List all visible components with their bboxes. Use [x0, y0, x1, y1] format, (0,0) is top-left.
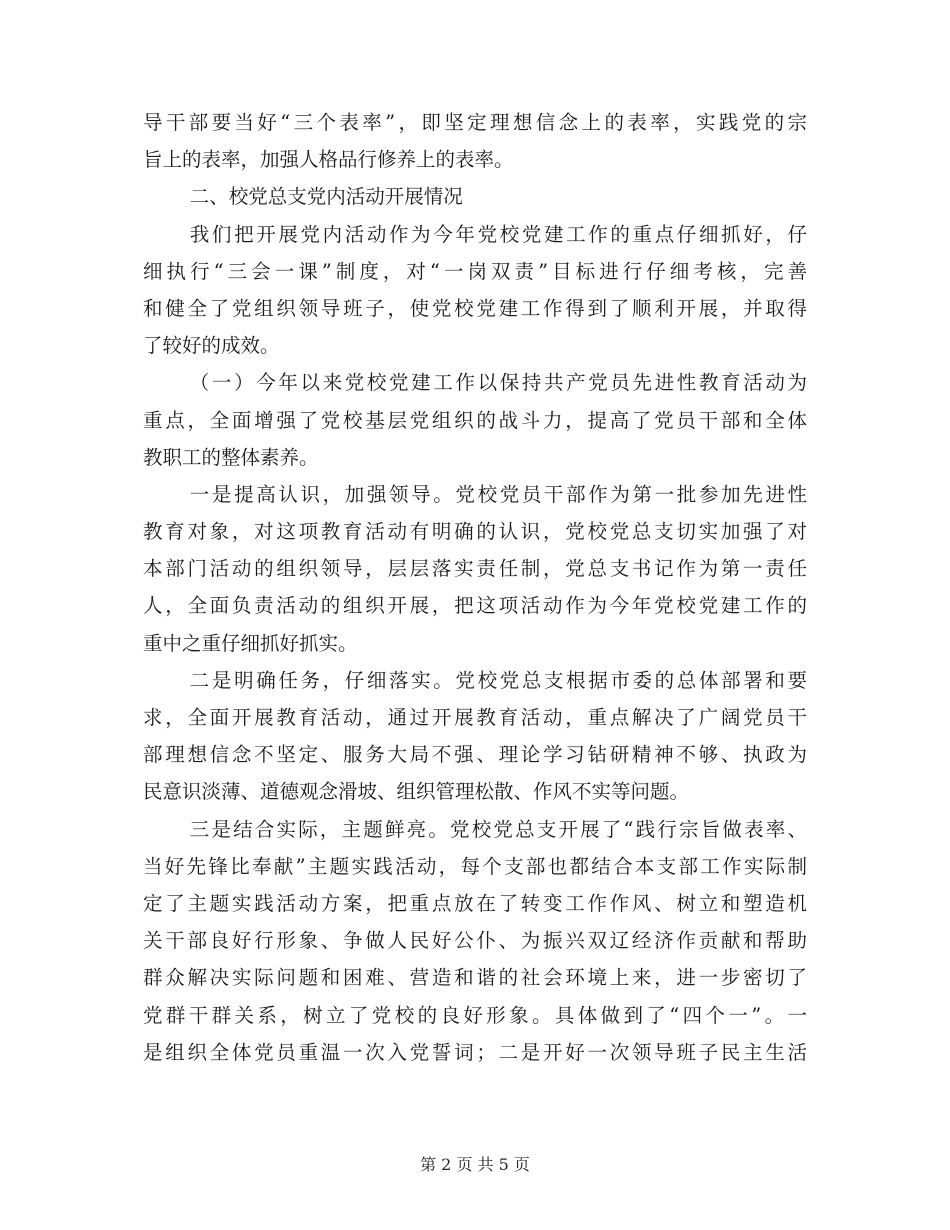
document-body: [143, 104, 807, 1071]
text-line: 定了主题实践活动方案，把重点放在了转变工作作风、树立和塑造机: [143, 891, 807, 915]
text-line: 和健全了党组织领导班子，使党校党建工作得到了顺利开展，并取得: [143, 296, 807, 320]
text-line: 二、校党总支党内活动开展情况: [189, 185, 463, 209]
text-line: 我们把开展党内活动作为今年党校党建工作的重点仔细抓好，仔: [189, 222, 807, 246]
text-line: 民意识淡薄、道德观念滑坡、组织管理松散、作风不实等问题。: [143, 780, 690, 804]
text-line: 一是提高认识，加强领导。党校党员干部作为第一批参加先进性: [189, 482, 807, 506]
text-line: 求，全面开展教育活动，通过开展教育活动，重点解决了广阔党员干: [143, 706, 807, 729]
text-line: 是组织全体党员重温一次入党誓词；二是开好一次领导班子民主生活: [143, 1040, 807, 1064]
text-line: 当好先锋比奉献”主题实践活动，每个支部也都结合本支部工作实际制: [143, 854, 807, 878]
text-line: 了较好的成效。: [143, 334, 280, 358]
text-line: 部理想信念不坚定、服务大局不强、理论学习钻研精神不够、执政为: [143, 743, 807, 767]
text-line: 关干部良好行形象、争做人民好公仆、为振兴双辽经济作贡献和帮助: [143, 929, 807, 953]
text-line: 教育对象，对这项教育活动有明确的认识，党校党总支切实加强了对: [143, 520, 807, 544]
text-line: 二是明确任务，仔细落实。党校党总支根据市委的总体部署和要: [189, 668, 807, 692]
text-line: 导干部要当好“三个表率”，即坚定理想信念上的表率，实践党的宗: [143, 111, 807, 134]
text-line: 党群干群关系，树立了党校的良好形象。具体做到了“四个一”。一: [143, 1003, 807, 1027]
text-line: 群众解决实际问题和困难、营造和谐的社会环境上来，进一步密切了: [143, 966, 807, 990]
text-line: 本部门活动的组织领导，层层落实责任制，党总支书记作为第一责任: [143, 557, 807, 581]
text-line: 三是结合实际，主题鲜亮。党校党总支开展了“践行宗旨做表率、: [189, 817, 807, 841]
text-line: 细执行“三会一课”制度，对“一岗双责”目标进行仔细考核，完善: [143, 259, 807, 283]
text-line: 重中之重仔细抓好抓实。: [143, 631, 358, 655]
text-line: 人，全面负责活动的组织开展，把这项活动作为今年党校党建工作的: [143, 594, 807, 618]
page-number-footer: 第 2 页 共 5 页: [420, 1155, 530, 1174]
text-line: 教职工的整体素养。: [143, 445, 319, 469]
text-line: 旨上的表率，加强人格品行修养上的表率。: [143, 148, 514, 172]
text-line: 重点，全面增强了党校基层党组织的战斗力，提高了党员干部和全体: [143, 408, 807, 432]
text-line: （一）今年以来党校党建工作以保持共产党员先进性教育活动为: [189, 371, 807, 395]
